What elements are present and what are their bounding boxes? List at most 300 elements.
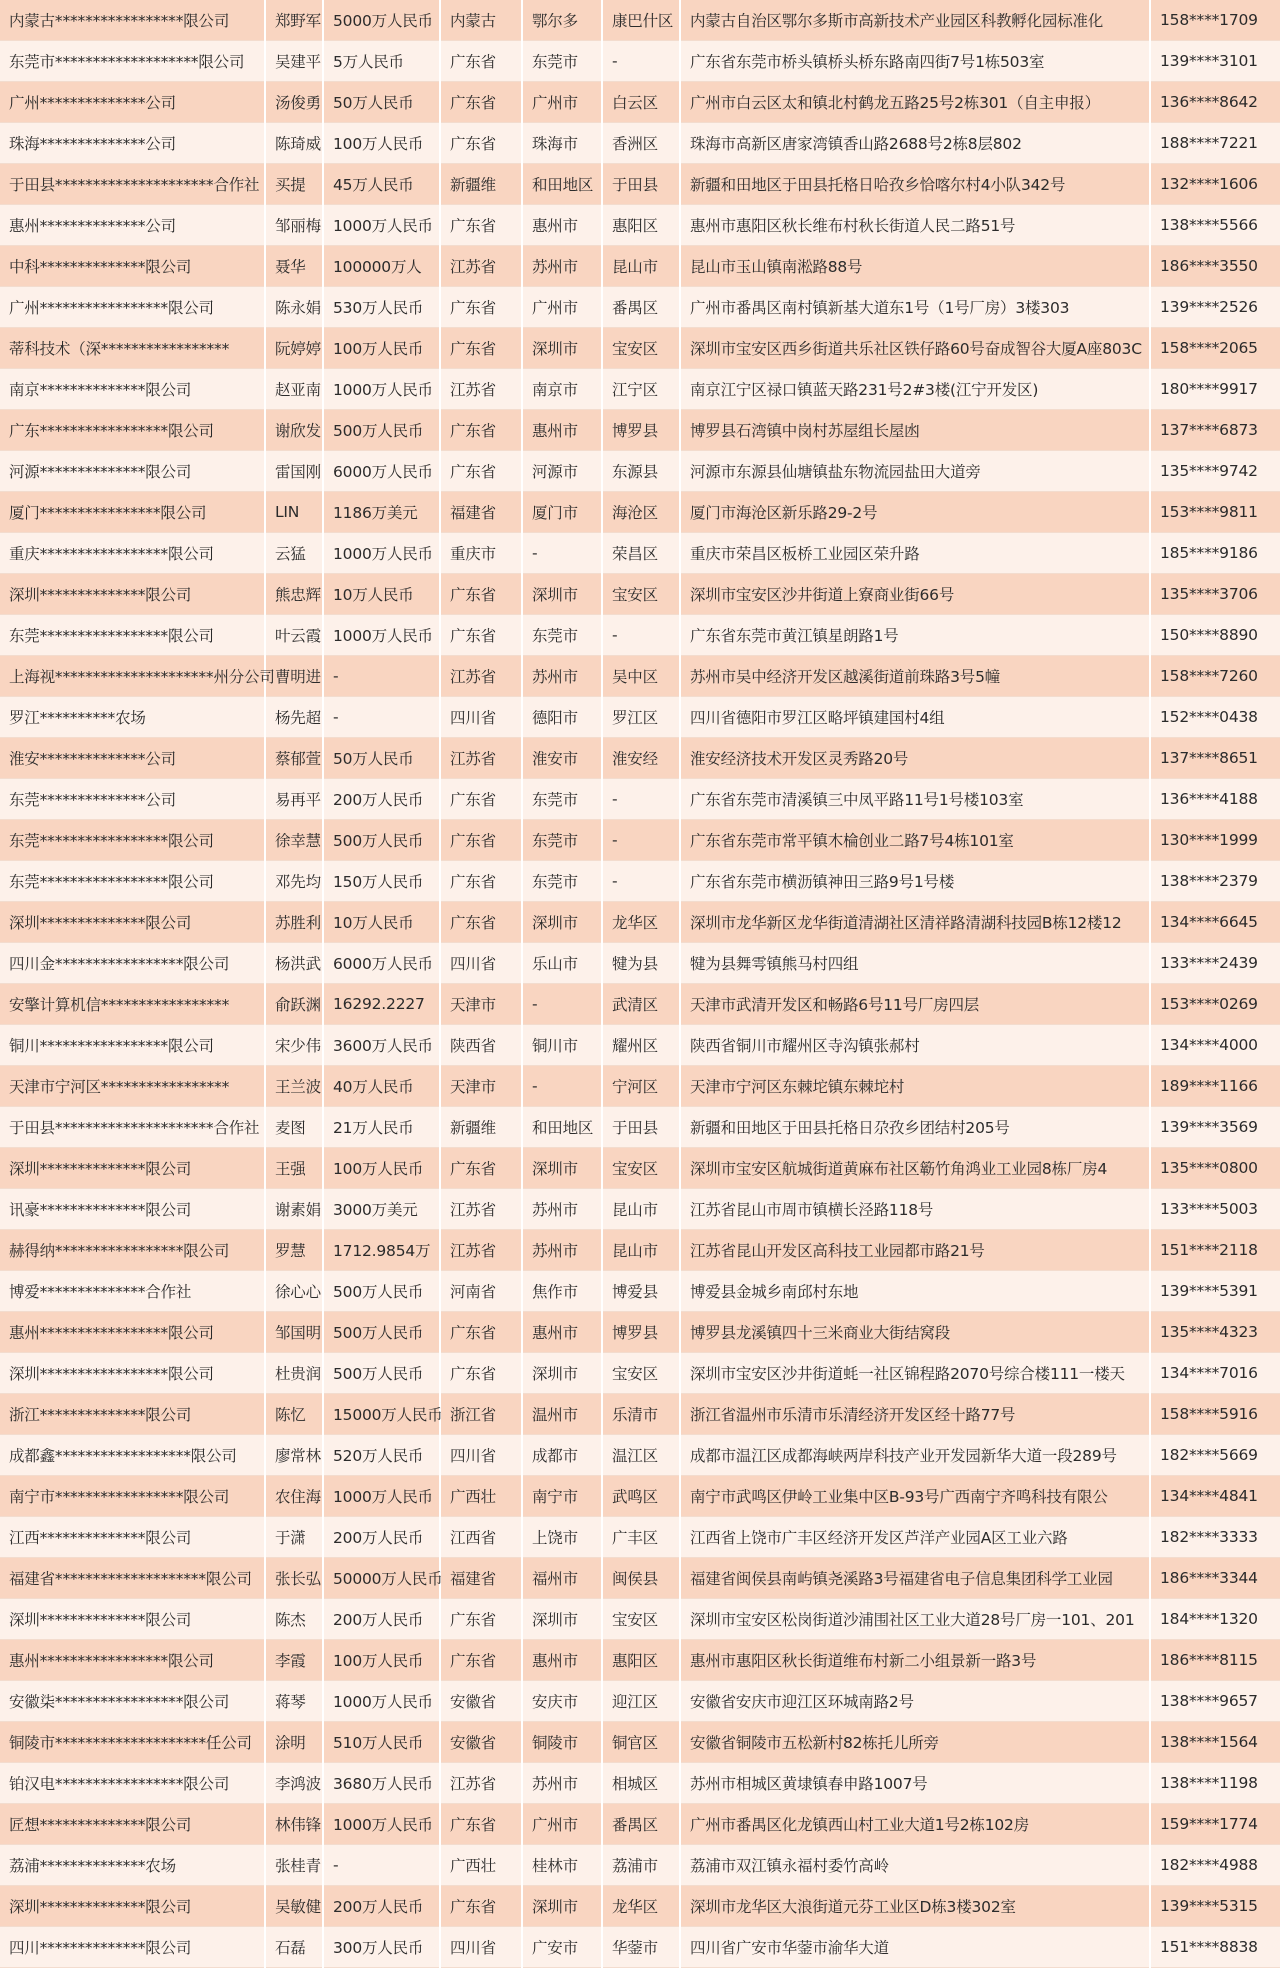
legal-rep-cell: 雷国刚 [265,451,323,492]
legal-rep-cell: 罗慧 [265,1230,323,1271]
address-cell: 广州市白云区太和镇北村鹤龙五路25号2栋301（自主申报） [680,82,1150,123]
province-cell: 广东省 [440,902,522,943]
legal-rep-cell: 徐心心 [265,1271,323,1312]
table-row [0,1476,1280,1517]
legal-rep-cell: 谢欣发 [265,410,323,451]
phone-cell: 130****1999 [1150,820,1280,861]
phone-cell: 139****5315 [1150,1886,1280,1927]
province-cell: 广东省 [440,1599,522,1640]
phone-cell: 158****7260 [1150,656,1280,697]
phone-cell: 135****3706 [1150,574,1280,615]
province-cell: 广东省 [440,41,522,82]
registered-capital-cell: 15000万人民币 [323,1394,440,1435]
table-row [0,1886,1280,1927]
registered-capital-cell: 100万人民币 [323,1640,440,1681]
address-cell: 江苏省昆山开发区高科技工业园都市路21号 [680,1230,1150,1271]
province-cell: 四川省 [440,943,522,984]
table-row [0,656,1280,697]
city-cell: 东莞市 [522,820,602,861]
province-cell: 广西壮 [440,1476,522,1517]
legal-rep-cell: 蒋琴 [265,1681,323,1722]
province-cell: 陕西省 [440,1025,522,1066]
phone-cell: 135****9742 [1150,451,1280,492]
province-cell: 新疆维 [440,1107,522,1148]
city-cell: 深圳市 [522,1599,602,1640]
registered-capital-cell: 500万人民币 [323,410,440,451]
province-cell: 内蒙古 [440,0,522,41]
address-cell: 南京江宁区禄口镇蓝天路231号2#3楼(江宁开发区) [680,369,1150,410]
registered-capital-cell: 5万人民币 [323,41,440,82]
address-cell: 珠海市高新区唐家湾镇香山路2688号2栋8层802 [680,123,1150,164]
company-name-cell: 厦门****************限公司 [0,492,265,533]
city-cell: 苏州市 [522,246,602,287]
legal-rep-cell: 廖常林 [265,1435,323,1476]
province-cell: 河南省 [440,1271,522,1312]
city-cell: 乐山市 [522,943,602,984]
phone-cell: 133****5003 [1150,1189,1280,1230]
table-row [0,1927,1280,1968]
company-name-cell: 中科**************限公司 [0,246,265,287]
province-cell: 天津市 [440,984,522,1025]
company-name-cell: 惠州*****************限公司 [0,1312,265,1353]
legal-rep-cell: 农住海 [265,1476,323,1517]
address-cell: 新疆和田地区于田县托格日哈孜乡恰喀尔村4小队342号 [680,164,1150,205]
legal-rep-cell: 聂华 [265,246,323,287]
district-cell: 宝安区 [602,1353,680,1394]
district-cell: 宝安区 [602,328,680,369]
legal-rep-cell: 蔡郁萱 [265,738,323,779]
table-row [0,0,1280,41]
district-cell: 铜官区 [602,1722,680,1763]
registered-capital-cell: 3000万美元 [323,1189,440,1230]
legal-rep-cell: 张长弘 [265,1558,323,1599]
province-cell: 广东省 [440,410,522,451]
company-name-cell: 四川**************限公司 [0,1927,265,1968]
table-row [0,943,1280,984]
province-cell: 江苏省 [440,738,522,779]
province-cell: 江苏省 [440,656,522,697]
city-cell: 惠州市 [522,205,602,246]
registered-capital-cell: 1000万人民币 [323,369,440,410]
district-cell: 温江区 [602,1435,680,1476]
legal-rep-cell: 涂明 [265,1722,323,1763]
table-row [0,615,1280,656]
address-cell: 天津市宁河区东棘坨镇东棘坨村 [680,1066,1150,1107]
table-row [0,328,1280,369]
district-cell: 犍为县 [602,943,680,984]
registered-capital-cell: 10万人民币 [323,574,440,615]
table-row [0,533,1280,574]
table-row [0,820,1280,861]
registered-capital-cell: 100万人民币 [323,328,440,369]
district-cell: 昆山市 [602,1230,680,1271]
legal-rep-cell: 李鸿波 [265,1763,323,1804]
registered-capital-cell: - [323,1845,440,1886]
legal-rep-cell: 陈永娟 [265,287,323,328]
province-cell: 四川省 [440,697,522,738]
company-name-cell: 浙江**************限公司 [0,1394,265,1435]
district-cell: - [602,861,680,902]
registered-capital-cell: 100万人民币 [323,123,440,164]
district-cell: 香洲区 [602,123,680,164]
legal-rep-cell: 杜贵润 [265,1353,323,1394]
city-cell: 苏州市 [522,1230,602,1271]
registered-capital-cell: 10万人民币 [323,902,440,943]
city-cell: 桂林市 [522,1845,602,1886]
city-cell: 东莞市 [522,779,602,820]
table-row [0,1394,1280,1435]
legal-rep-cell: 汤俊勇 [265,82,323,123]
address-cell: 昆山市玉山镇南淞路88号 [680,246,1150,287]
phone-cell: 134****4000 [1150,1025,1280,1066]
phone-cell: 138****5566 [1150,205,1280,246]
company-name-cell: 珠海**************公司 [0,123,265,164]
address-cell: 浙江省温州市乐清市乐清经济开发区经十路77号 [680,1394,1150,1435]
registered-capital-cell: 50万人民币 [323,82,440,123]
registered-capital-cell: 500万人民币 [323,820,440,861]
legal-rep-cell: 阮婷婷 [265,328,323,369]
company-name-cell: 广州**************公司 [0,82,265,123]
registered-capital-cell: 1000万人民币 [323,1681,440,1722]
address-cell: 安徽省铜陵市五松新村82栋托儿所旁 [680,1722,1150,1763]
address-cell: 陕西省铜川市耀州区寺沟镇张郝村 [680,1025,1150,1066]
company-name-cell: 东莞*****************限公司 [0,820,265,861]
city-cell: 东莞市 [522,615,602,656]
phone-cell: 133****2439 [1150,943,1280,984]
table-row [0,1681,1280,1722]
table-row [0,82,1280,123]
phone-cell: 139****3569 [1150,1107,1280,1148]
company-name-cell: 深圳**************限公司 [0,574,265,615]
district-cell: 相城区 [602,1763,680,1804]
registered-capital-cell: 530万人民币 [323,287,440,328]
phone-cell: 138****1198 [1150,1763,1280,1804]
district-cell: 宝安区 [602,1148,680,1189]
city-cell: 深圳市 [522,1886,602,1927]
city-cell: 安庆市 [522,1681,602,1722]
table-row [0,1517,1280,1558]
registered-capital-cell: 40万人民币 [323,1066,440,1107]
city-cell: 深圳市 [522,328,602,369]
table-row [0,1558,1280,1599]
table-row [0,369,1280,410]
district-cell: 荣昌区 [602,533,680,574]
address-cell: 天津市武清开发区和畅路6号11号厂房四层 [680,984,1150,1025]
company-name-cell: 深圳*****************限公司 [0,1353,265,1394]
phone-cell: 137****8651 [1150,738,1280,779]
district-cell: 东源县 [602,451,680,492]
city-cell: - [522,533,602,574]
province-cell: 广东省 [440,574,522,615]
district-cell: - [602,41,680,82]
legal-rep-cell: 徐幸慧 [265,820,323,861]
table-row [0,1804,1280,1845]
province-cell: 江苏省 [440,369,522,410]
city-cell: 焦作市 [522,1271,602,1312]
company-name-cell: 东莞*****************限公司 [0,615,265,656]
legal-rep-cell: 吴建平 [265,41,323,82]
address-cell: 深圳市宝安区沙井街道蚝一社区锦程路2070号综合楼111一楼天 [680,1353,1150,1394]
table-row [0,123,1280,164]
city-cell: 广州市 [522,82,602,123]
city-cell: 惠州市 [522,410,602,451]
address-cell: 博罗县石湾镇中岗村苏屋组长屋凼 [680,410,1150,451]
address-cell: 博罗县龙溪镇四十三米商业大街结窝段 [680,1312,1150,1353]
province-cell: 安徽省 [440,1681,522,1722]
phone-cell: 136****8642 [1150,82,1280,123]
registered-capital-cell: 50000万人民币 [323,1558,440,1599]
registered-capital-cell: 21万人民币 [323,1107,440,1148]
city-cell: 苏州市 [522,1763,602,1804]
registered-capital-cell: 200万人民币 [323,1599,440,1640]
table-row [0,1189,1280,1230]
district-cell: 于田县 [602,164,680,205]
phone-cell: 186****3344 [1150,1558,1280,1599]
phone-cell: 134****7016 [1150,1353,1280,1394]
district-cell: 番禺区 [602,1804,680,1845]
district-cell: 惠阳区 [602,1640,680,1681]
province-cell: 江苏省 [440,1189,522,1230]
table-row [0,492,1280,533]
company-name-cell: 成都鑫******************限公司 [0,1435,265,1476]
city-cell: 惠州市 [522,1312,602,1353]
phone-cell: 135****4323 [1150,1312,1280,1353]
province-cell: 重庆市 [440,533,522,574]
company-name-cell: 罗江**********农场 [0,697,265,738]
city-cell: 福州市 [522,1558,602,1599]
address-cell: 南宁市武鸣区伊岭工业集中区B-93号广西南宁齐鸣科技有限公 [680,1476,1150,1517]
phone-cell: 132****1606 [1150,164,1280,205]
phone-cell: 151****2118 [1150,1230,1280,1271]
table-row [0,1599,1280,1640]
phone-cell: 151****8838 [1150,1927,1280,1968]
legal-rep-cell: 邓先均 [265,861,323,902]
phone-cell: 135****0800 [1150,1148,1280,1189]
district-cell: 武鸣区 [602,1476,680,1517]
city-cell: 铜川市 [522,1025,602,1066]
table-row [0,41,1280,82]
table-row [0,1107,1280,1148]
phone-cell: 188****7221 [1150,123,1280,164]
city-cell: - [522,1066,602,1107]
registered-capital-cell: 45万人民币 [323,164,440,205]
district-cell: 惠阳区 [602,205,680,246]
address-cell: 广州市番禺区南村镇新基大道东1号（1号厂房）3楼303 [680,287,1150,328]
table-row [0,287,1280,328]
registered-capital-cell: - [323,697,440,738]
address-cell: 福建省闽侯县南屿镇尧溪路3号福建省电子信息集团科学工业园 [680,1558,1150,1599]
province-cell: 四川省 [440,1927,522,1968]
registered-capital-cell: 500万人民币 [323,1312,440,1353]
company-name-cell: 东莞*****************限公司 [0,861,265,902]
registered-capital-cell: 200万人民币 [323,779,440,820]
company-name-cell: 博爱**************合作社 [0,1271,265,1312]
registered-capital-cell: 520万人民币 [323,1435,440,1476]
district-cell: 广丰区 [602,1517,680,1558]
province-cell: 广东省 [440,205,522,246]
city-cell: 河源市 [522,451,602,492]
legal-rep-cell: 苏胜利 [265,902,323,943]
district-cell: 宝安区 [602,574,680,615]
company-name-cell: 重庆*****************限公司 [0,533,265,574]
legal-rep-cell: 叶云霞 [265,615,323,656]
company-name-cell: 四川金*****************限公司 [0,943,265,984]
company-name-cell: 广东*****************限公司 [0,410,265,451]
district-cell: 昆山市 [602,1189,680,1230]
company-name-cell: 广州*****************限公司 [0,287,265,328]
address-cell: 深圳市宝安区西乡街道共乐社区铁仔路60号奋成智谷大厦A座803C [680,328,1150,369]
registered-capital-cell: 200万人民币 [323,1517,440,1558]
phone-cell: 189****1166 [1150,1066,1280,1107]
district-cell: 罗江区 [602,697,680,738]
address-cell: 惠州市惠阳区秋长维布村秋长街道人民二路51号 [680,205,1150,246]
district-cell: 昆山市 [602,246,680,287]
legal-rep-cell: 李霞 [265,1640,323,1681]
province-cell: 广东省 [440,1886,522,1927]
phone-cell: 180****9917 [1150,369,1280,410]
company-name-cell: 南宁市*****************限公司 [0,1476,265,1517]
table-row [0,1230,1280,1271]
city-cell: 南京市 [522,369,602,410]
company-name-cell: 于田县*********************合作社 [0,164,265,205]
table-row [0,246,1280,287]
city-cell: 广安市 [522,1927,602,1968]
phone-cell: 186****8115 [1150,1640,1280,1681]
province-cell: 天津市 [440,1066,522,1107]
table-row [0,1271,1280,1312]
registered-capital-cell: 510万人民币 [323,1722,440,1763]
phone-cell: 184****1320 [1150,1599,1280,1640]
city-cell: 惠州市 [522,1640,602,1681]
registered-capital-cell: 300万人民币 [323,1927,440,1968]
legal-rep-cell: 于潇 [265,1517,323,1558]
legal-rep-cell: 俞跃渊 [265,984,323,1025]
district-cell: 乐清市 [602,1394,680,1435]
district-cell: 宁河区 [602,1066,680,1107]
table-row [0,779,1280,820]
table-row [0,1148,1280,1189]
registered-capital-cell: 1000万人民币 [323,1476,440,1517]
city-cell: 铜陵市 [522,1722,602,1763]
phone-cell: 138****9657 [1150,1681,1280,1722]
registered-capital-cell: 1000万人民币 [323,533,440,574]
address-cell: 江西省上饶市广丰区经济开发区芦洋产业园A区工业六路 [680,1517,1150,1558]
registered-capital-cell: 3680万人民币 [323,1763,440,1804]
province-cell: 广东省 [440,861,522,902]
legal-rep-cell: 杨洪武 [265,943,323,984]
province-cell: 江苏省 [440,246,522,287]
city-cell: 东莞市 [522,41,602,82]
table-row [0,574,1280,615]
registered-capital-cell: 1186万美元 [323,492,440,533]
district-cell: 荔浦市 [602,1845,680,1886]
province-cell: 新疆维 [440,164,522,205]
legal-rep-cell: 邹丽梅 [265,205,323,246]
phone-cell: 139****5391 [1150,1271,1280,1312]
registered-capital-cell: 6000万人民币 [323,943,440,984]
legal-rep-cell: 邹国明 [265,1312,323,1353]
company-name-cell: 福建省********************限公司 [0,1558,265,1599]
district-cell: 龙华区 [602,1886,680,1927]
phone-cell: 158****5916 [1150,1394,1280,1435]
phone-cell: 137****6873 [1150,410,1280,451]
legal-rep-cell: 宋少伟 [265,1025,323,1066]
legal-rep-cell: 麦图 [265,1107,323,1148]
address-cell: 广东省东莞市清溪镇三中凤平路11号1号楼103室 [680,779,1150,820]
table-row [0,1845,1280,1886]
company-name-cell: 河源**************限公司 [0,451,265,492]
city-cell: 珠海市 [522,123,602,164]
phone-cell: 153****0269 [1150,984,1280,1025]
district-cell: 博罗县 [602,410,680,451]
address-cell: 河源市东源县仙塘镇盐东物流园盐田大道旁 [680,451,1150,492]
table-row [0,164,1280,205]
district-cell: 博罗县 [602,1312,680,1353]
address-cell: 内蒙古自治区鄂尔多斯市高新技术产业园区科教孵化园标准化 [680,0,1150,41]
company-name-cell: 东莞**************公司 [0,779,265,820]
city-cell: 淮安市 [522,738,602,779]
district-cell: 闽侯县 [602,1558,680,1599]
city-cell: 鄂尔多 [522,0,602,41]
table-row [0,1312,1280,1353]
phone-cell: 182****4988 [1150,1845,1280,1886]
table-row [0,1722,1280,1763]
company-name-cell: 赫得纳*****************限公司 [0,1230,265,1271]
city-cell: 上饶市 [522,1517,602,1558]
company-name-cell: 安徽柒*****************限公司 [0,1681,265,1722]
table-row [0,410,1280,451]
address-cell: 深圳市龙华新区龙华街道清湖社区清祥路清湖科技园B栋12楼12 [680,902,1150,943]
table-row [0,697,1280,738]
registered-capital-cell: 5000万人民币 [323,0,440,41]
district-cell: 海沧区 [602,492,680,533]
province-cell: 广东省 [440,1312,522,1353]
phone-cell: 158****1709 [1150,0,1280,41]
province-cell: 江苏省 [440,1763,522,1804]
company-name-cell: 深圳**************限公司 [0,902,265,943]
address-cell: 江苏省昆山市周市镇横长泾路118号 [680,1189,1150,1230]
legal-rep-cell: 王强 [265,1148,323,1189]
table-row [0,861,1280,902]
registered-capital-cell: 200万人民币 [323,1886,440,1927]
registered-capital-cell: 50万人民币 [323,738,440,779]
table-row [0,451,1280,492]
legal-rep-cell: 易再平 [265,779,323,820]
district-cell: 于田县 [602,1107,680,1148]
city-cell: 深圳市 [522,574,602,615]
company-name-cell: 于田县*********************合作社 [0,1107,265,1148]
company-name-cell: 铂汉电*****************限公司 [0,1763,265,1804]
company-name-cell: 铜川*****************限公司 [0,1025,265,1066]
phone-cell: 152****0438 [1150,697,1280,738]
district-cell: 华蓥市 [602,1927,680,1968]
company-name-cell: 深圳**************限公司 [0,1148,265,1189]
company-name-cell: 荔浦**************农场 [0,1845,265,1886]
city-cell: 东莞市 [522,861,602,902]
province-cell: 广东省 [440,328,522,369]
province-cell: 广东省 [440,1353,522,1394]
address-cell: 新疆和田地区于田县托格日尕孜乡团结村205号 [680,1107,1150,1148]
district-cell: 博爱县 [602,1271,680,1312]
legal-rep-cell: 买提 [265,164,323,205]
address-cell: 四川省广安市华蓥市渝华大道 [680,1927,1150,1968]
city-cell: 和田地区 [522,1107,602,1148]
legal-rep-cell: 王兰波 [265,1066,323,1107]
address-cell: 重庆市荣昌区板桥工业园区荣升路 [680,533,1150,574]
address-cell: 广东省东莞市横沥镇神田三路9号1号楼 [680,861,1150,902]
province-cell: 广东省 [440,779,522,820]
address-cell: 淮安经济技术开发区灵秀路20号 [680,738,1150,779]
